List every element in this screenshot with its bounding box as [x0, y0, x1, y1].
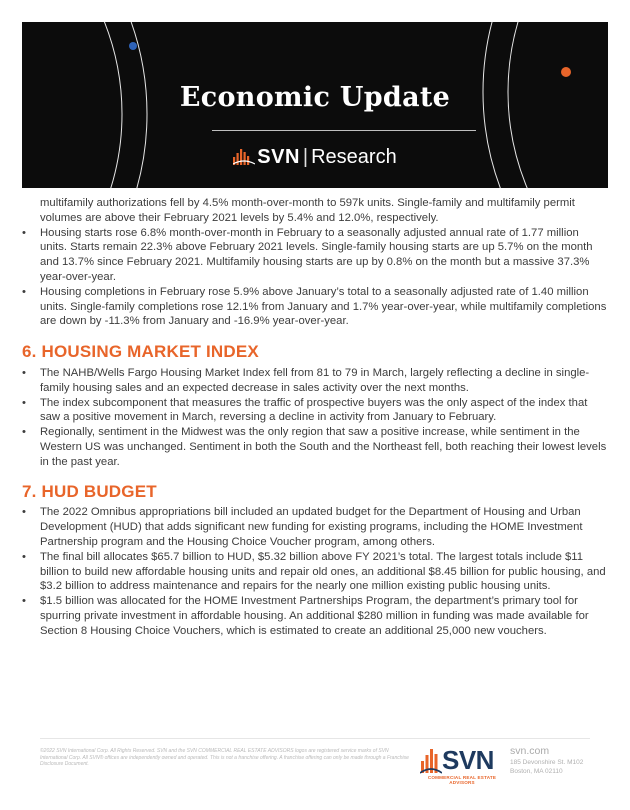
- logo-suffix: Research: [311, 146, 397, 168]
- continued-paragraph: multifamily authorizations fell by 4.5% month-over-month to 597k units. Single-family and multifamily permit volumes are above their February 2021 levels by 5.4% and 12.0%, respectively.: [40, 197, 575, 224]
- footer-divider: [40, 738, 590, 739]
- title-divider: [212, 130, 476, 131]
- footer-address-line2: Boston, MA 02110: [510, 768, 563, 775]
- logo-separator: |: [302, 146, 309, 168]
- blue-dot-icon: [129, 42, 137, 50]
- housing-market-bullet-list: [22, 366, 608, 470]
- footer-logo-tagline: COMMERCIAL REAL ESTATE ADVISORS: [427, 775, 497, 785]
- section-heading-hud-budget: 7. HUD BUDGET: [22, 481, 157, 501]
- list-item: • Regionally, sentiment in the Midwest was the only region that saw a positive increase, while sentiment in the Western US was unchanged. Sentiment in both the South and the Northeast fell, both reaching their lowest levels in the past year.: [22, 425, 608, 469]
- svn-logo-icon: [420, 747, 442, 775]
- footer-logo-brand: SVN: [442, 745, 494, 775]
- list-item: • The NAHB/Wells Fargo Housing Market Index fell from 81 to 79 in March, largely reflecting a decline in single-family housing sales and an expected decrease in sales activity over the next months.: [22, 366, 608, 396]
- orange-dot-icon: [561, 67, 571, 77]
- footer-website[interactable]: svn.com: [510, 745, 550, 757]
- page-title: Economic Update: [179, 82, 451, 113]
- list-item: • $1.5 billion was allocated for the HOME Investment Partnerships Program, the department’s primary tool for spurring private investment in affordable housing. An additional $280 million in funding was made available for Section 8 Housing Choice Vouchers, which is estimated to create an additional 25,000 new vouchers.: [22, 594, 608, 638]
- section-heading-housing-market-index: 6. HOUSING MARKET INDEX: [22, 342, 259, 362]
- article-body: [22, 196, 608, 639]
- footer-disclaimer: ©2022 SVN International Corp. All Rights Reserved. SVN and the SVN COMMERCIAL REAL ESTATE ADVISORS logos are registered service marks of SVN International Corp. All SVN® offices are independently owned and operated. This is not a franchise offering. A franchise offering can only be made through a Franchise Disclosure Document.: [40, 748, 409, 768]
- footer-contact: [510, 745, 583, 776]
- list-item: • The index subcomponent that measures the traffic of prospective buyers was the only aspect of the index that saw a positive movement in March, reversing a decline in activity from January to February.: [22, 396, 608, 426]
- intro-bullet-list: [22, 226, 608, 330]
- svn-logo-icon: [233, 147, 255, 165]
- header-banner: [22, 22, 608, 188]
- list-item: • The final bill allocates $65.7 billion to HUD, $5.32 billion above FY 2021’s total. The largest totals include $11 billion to build new affordable housing units and repair old ones, an additional $8.45 billion for public housing, and $3.2 billion to address maintenance and repairs for the nearly one million existing public housing units.: [22, 550, 608, 594]
- footer-address-line1: 185 Devonshire St. M102: [510, 759, 584, 766]
- svn-research-logo: [22, 146, 608, 169]
- list-item: • Housing completions in February rose 5.9% above January’s total to a seasonally adjusted rate of 1.40 million units. Single-family completions rose 12.1% from January and 1.7% year-over-year, while multifamily completions are down by -11.3% from January and -16.9% year-over-year.: [22, 285, 608, 329]
- list-item: • The 2022 Omnibus appropriations bill included an updated budget for the Department of Housing and Urban Development (HUD) that adds significant new funding for existing programs, including the HOME Investment Partnership program and the Housing Choice Voucher program, among others.: [22, 505, 608, 549]
- logo-brand: SVN: [257, 146, 300, 168]
- footer-svn-logo: [420, 745, 504, 783]
- hud-budget-bullet-list: [22, 505, 608, 638]
- list-item: • Housing starts rose 6.8% month-over-month in February to a seasonally adjusted annual rate of 1.77 million units. Starts remain 22.3% above February 2021 levels. Single-family housing starts are up 5.7% on the month and 13.7% since February 2021. Multifamily housing starts are up by 0.8% on the month but a massive 37.3% year-over-year.: [22, 226, 608, 285]
